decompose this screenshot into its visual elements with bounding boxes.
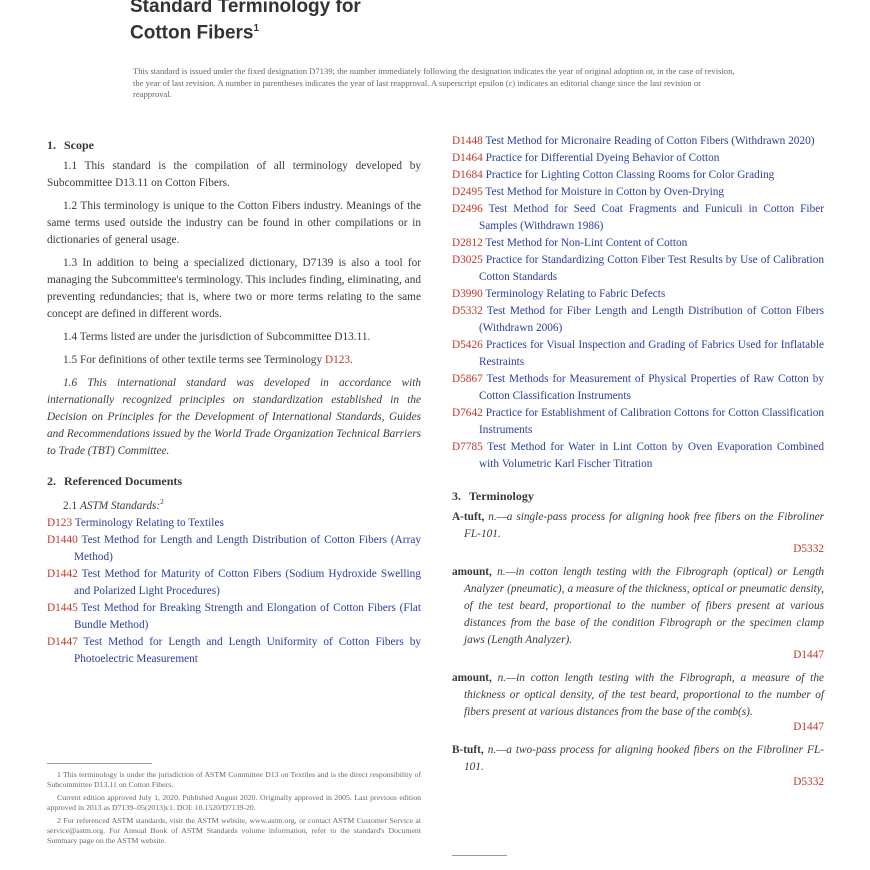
term-definition: n.—in cotton length testing with the Fibrograph (optical) or Length Analyzer (pneumatic), a measure of the thickness, optical or pneumatic density, of the test beard, proportional to the number of fibers present at various distances from the base of the condition Fibrograph or the specimen clamp jaws (Length Analyzer).: [464, 566, 824, 646]
scope-heading: [47, 136, 421, 154]
ref-code[interactable]: D7785: [452, 441, 483, 453]
ref-title[interactable]: Test Method for Water in Lint Cotton by Oven Evaporation Combined with Volumetric Karl Fischer Titration: [479, 441, 824, 470]
ref-item[interactable]: [47, 634, 421, 668]
refdocs-heading-number: 2.: [47, 474, 56, 488]
left-column: [47, 130, 421, 668]
scope-paragraph-1-6: 1.6 This international standard was developed in accordance with internationally recognized principles on standardization established in the Decision on Principles for the Development of International Standards, Guides and Recommendations issued by the World Trade Organization Technical Barriers to Trade (TBT) Committee.: [47, 377, 421, 457]
footnote: Current edition approved July 1, 2020. Published August 2020. Originally approved in 2005. Last previous edition approved in 2013 as D7139–05(2013)ε1. DOI: 10.1520/D7139-20.: [47, 793, 421, 812]
term-entry: [452, 564, 824, 664]
terminology-heading-number: 3.: [452, 489, 461, 503]
astm-sub-sup: 2: [160, 498, 164, 506]
ref-code[interactable]: D3025: [452, 254, 483, 266]
ref-item[interactable]: [452, 235, 824, 252]
term-entry: [452, 670, 824, 736]
scope-heading-text: Scope: [64, 138, 94, 152]
ref-code[interactable]: D1464: [452, 152, 483, 164]
ref-item[interactable]: [452, 167, 824, 184]
issuance-notice: This standard is issued under the fixed designation D7139; the number immediately following the designation indicates the year of original adoption or, in the case of revision, the year of last revision. A number in parentheses indicates the year of last reapproval. A superscript epsilon (ε) indicates an editorial change since the last revision or reapproval.: [133, 66, 735, 99]
ref-item[interactable]: [452, 252, 824, 286]
ref-code[interactable]: D5426: [452, 339, 483, 351]
ref-title[interactable]: Terminology Relating to Textiles: [74, 516, 224, 529]
ref-item[interactable]: [452, 133, 824, 150]
ref-title[interactable]: Practice for Standardizing Cotton Fiber Test Results by Use of Calibration Cotton Standards: [479, 254, 824, 283]
ref-title[interactable]: Test Method for Maturity of Cotton Fibers (Sodium Hydroxide Swelling and Polarized Light Procedures): [74, 567, 421, 597]
ref-code[interactable]: D1447: [47, 635, 78, 648]
title-line-2-text: Cotton Fibers: [130, 22, 254, 44]
ref-item[interactable]: [47, 515, 421, 532]
ref-title[interactable]: Test Method for Non-Lint Content of Cotton: [485, 237, 688, 249]
ref-title[interactable]: Test Method for Seed Coat Fragments and Funiculi in Cotton Fiber Samples (Withdrawn 1986): [479, 203, 824, 232]
ref-code[interactable]: D1448: [452, 135, 483, 147]
refdocs-heading: [47, 472, 421, 490]
ref-item[interactable]: [452, 337, 824, 371]
ref-code[interactable]: D5867: [452, 373, 483, 385]
term-definition: n.—in cotton length testing with the Fibrograph, a measure of the thickness or optical density, of the test beard, proportional to the number of fibers present at various distances from the base of the comb(s).: [464, 672, 824, 718]
scope-paragraph: 1.2 This terminology is unique to the Cotton Fibers industry. Meanings of the same terms used outside the industry can be found in other compilations or in dictionaries of general usage.: [47, 200, 421, 246]
astm-standards-label: [47, 494, 421, 515]
right-column: [452, 133, 824, 797]
ref-code[interactable]: D2496: [452, 203, 483, 215]
document-title: [130, 0, 361, 44]
term-entry: [452, 742, 824, 791]
terminology-heading: [452, 487, 824, 505]
ref-code[interactable]: D3990: [452, 288, 483, 300]
ref-item[interactable]: [452, 405, 824, 439]
ref-title[interactable]: Test Method for Fiber Length and Length Distribution of Cotton Fibers (Withdrawn 2006): [479, 305, 825, 334]
ref-title[interactable]: Practice for Establishment of Calibration Cottons for Cotton Classification Instruments: [479, 407, 825, 436]
ref-code[interactable]: D5332: [452, 305, 483, 317]
term-name: amount,: [452, 566, 492, 578]
scope-paragraph-1-5: [47, 352, 421, 369]
term-source-link[interactable]: D5332: [793, 776, 824, 788]
footnote: 1 This terminology is under the jurisdiction of ASTM Committee D13 on Textiles and is the direct responsibility of Subcommittee D13.11 on Cotton Fibers.: [47, 770, 421, 789]
ref-title[interactable]: Test Method for Micronaire Reading of Cotton Fibers (Withdrawn 2020): [485, 135, 815, 147]
ref-item[interactable]: [452, 150, 824, 167]
term-definition: n.—a single-pass process for aligning hook free fibers on the Fibroliner FL-101.: [464, 511, 825, 540]
title-footnote-marker: 1: [253, 23, 260, 34]
footnote: 2 For referenced ASTM standards, visit the ASTM website, www.astm.org, or contact ASTM Customer Service at service@astm.org. For Annual Book of ASTM Standards volume information, refer to the standard's Document Summary page on the ASTM website.: [47, 816, 421, 845]
ref-item[interactable]: [452, 201, 824, 235]
refdocs-heading-text: Referenced Documents: [64, 474, 183, 488]
ref-item[interactable]: [452, 439, 824, 473]
ref-title[interactable]: Test Method for Length and Length Uniformity of Cotton Fibers by Photoelectric Measurement: [74, 635, 421, 665]
scope-heading-number: 1.: [47, 138, 56, 152]
ref-item[interactable]: [47, 532, 421, 566]
ref-title[interactable]: Test Method for Moisture in Cotton by Oven-Drying: [485, 186, 725, 198]
ref-item[interactable]: [452, 286, 824, 303]
right-footnote-divider: [452, 855, 507, 856]
ref-code[interactable]: D7642: [452, 407, 483, 419]
term-name: A-tuft,: [452, 511, 485, 523]
ref-title[interactable]: Terminology Relating to Fabric Defects: [485, 288, 666, 300]
footnote-divider: [47, 763, 152, 764]
ref-code[interactable]: D2495: [452, 186, 483, 198]
ref-title[interactable]: Test Method for Breaking Strength and Elongation of Cotton Fibers (Flat Bundle Method): [74, 601, 421, 631]
ref-code[interactable]: D1440: [47, 533, 78, 546]
title-line-1: Standard Terminology for: [130, 0, 361, 17]
ref-title[interactable]: Test Method for Length and Length Distribution of Cotton Fibers (Array Method): [74, 533, 421, 563]
scope-paragraph: 1.4 Terms listed are under the jurisdiction of Subcommittee D13.11.: [63, 331, 371, 343]
ref-item[interactable]: [47, 600, 421, 634]
astm-sub-number: 2.1: [63, 499, 78, 512]
ref-code[interactable]: D1445: [47, 601, 78, 614]
d123-link[interactable]: D123: [324, 354, 351, 366]
astm-sub-label: ASTM Standards:: [79, 499, 161, 512]
ref-title[interactable]: Test Methods for Measurement of Physical Properties of Raw Cotton by Cotton Classification Instruments: [479, 373, 825, 402]
ref-item[interactable]: [47, 566, 421, 600]
ref-title[interactable]: Practice for Differential Dyeing Behavior of Cotton: [485, 152, 720, 164]
scope-1-5-end: .: [350, 354, 353, 366]
footnotes: [47, 770, 421, 849]
scope-1-5-text: 1.5 For definitions of other textile terms see Terminology: [63, 354, 323, 366]
term-source-link[interactable]: D5332: [793, 543, 824, 555]
ref-item[interactable]: [452, 184, 824, 201]
term-definition: n.—a two-pass process for aligning hooked fibers on the Fibroliner FL-101.: [464, 744, 824, 773]
ref-code[interactable]: D1684: [452, 169, 483, 181]
ref-title[interactable]: Practice for Lighting Cotton Classing Rooms for Color Grading: [485, 169, 775, 181]
ref-code[interactable]: D1442: [47, 567, 78, 580]
scope-paragraph: 1.3 In addition to being a specialized dictionary, D7139 is also a tool for managing the Subcommittee's terminology. This includes finding, eliminating, and preventing redundancies; that is, where two or more terms relating to the same concept are defined in different words.: [47, 257, 421, 320]
term-source-link[interactable]: D1447: [793, 649, 824, 661]
ref-title[interactable]: Practices for Visual Inspection and Grading of Fabrics Used for Inflatable Restraints: [479, 339, 825, 368]
term-entry: [452, 509, 824, 558]
terminology-heading-text: Terminology: [469, 489, 534, 503]
ref-item[interactable]: [452, 371, 824, 405]
ref-code[interactable]: D123: [47, 516, 73, 529]
ref-code[interactable]: D2812: [452, 237, 483, 249]
term-source-link[interactable]: D1447: [793, 721, 824, 733]
term-name: amount,: [452, 672, 492, 684]
ref-item[interactable]: [452, 303, 824, 337]
title-line-2: [130, 18, 361, 44]
scope-paragraph: 1.1 This standard is the compilation of all terminology developed by Subcommittee D13.11 on Cotton Fibers.: [47, 160, 421, 189]
term-name: B-tuft,: [452, 744, 484, 756]
